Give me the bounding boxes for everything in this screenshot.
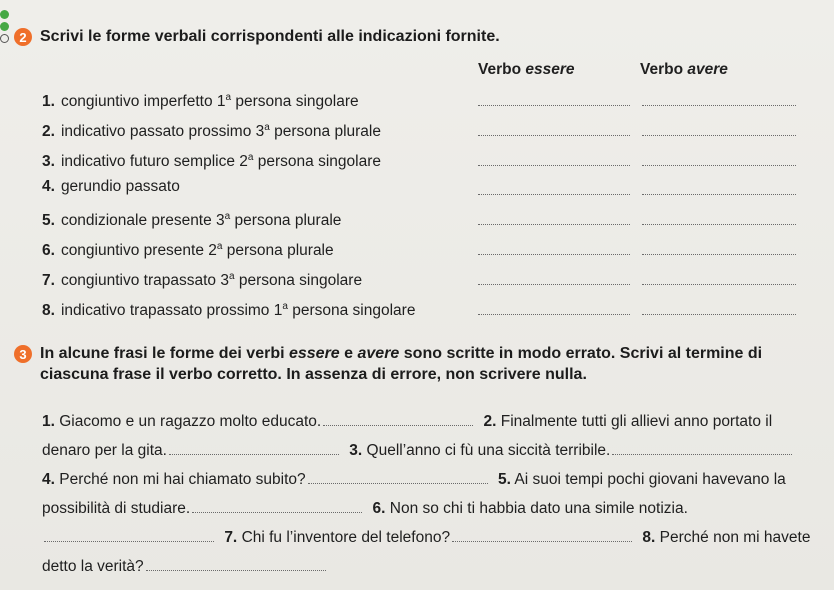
column-header-avere: Verbo avere bbox=[640, 61, 728, 78]
answer-line-6[interactable] bbox=[44, 529, 214, 542]
exercise-2-item: 8. indicativo trapassato prossimo 1$^a$ persona singolare bbox=[42, 296, 812, 318]
answer-line-2[interactable] bbox=[169, 442, 339, 455]
exercise-2-item: 5. condizionale presente 3$^a$ persona plurale bbox=[42, 206, 812, 228]
answer-line-avere[interactable] bbox=[642, 284, 796, 285]
difficulty-indicator bbox=[0, 10, 14, 46]
exercise-3-sentences: 1. Giacomo e un ragazzo molto educato. 2. Finalmente tutti gli allievi anno portato il denaro per la gita. 3. Quell’anno ci fù una siccità terribile. 4. Perché non mi hai chiamato subito? 5. Ai suoi tempi pochi giovani havevano la possibilità di studiare. 6. Non so chi ti habbia dato una simile notizia. 7. Chi fu l’inventore del telefono? 8. Perché non mi havete detto la verità? bbox=[42, 413, 811, 575]
answer-line-avere[interactable] bbox=[642, 254, 796, 255]
answer-line-essere[interactable] bbox=[478, 165, 630, 166]
answer-line-4[interactable] bbox=[308, 471, 488, 484]
difficulty-dot-filled bbox=[0, 10, 9, 19]
exercise-3-badge: 3 bbox=[14, 345, 32, 363]
difficulty-dot-filled bbox=[0, 22, 9, 31]
answer-line-avere[interactable] bbox=[642, 105, 796, 106]
answer-line-essere[interactable] bbox=[478, 254, 630, 255]
answer-line-avere[interactable] bbox=[642, 314, 796, 315]
exercise-3-header bbox=[14, 343, 814, 385]
answer-line-3[interactable] bbox=[612, 442, 792, 455]
sentence-1: Giacomo e un ragazzo molto educato. bbox=[59, 413, 322, 430]
exercise-2-item: 3. indicativo futuro semplice 2$^a$ persona singolare bbox=[42, 147, 812, 169]
sentence-6: Non so chi ti habbia dato una simile notizia. bbox=[389, 500, 688, 517]
sentence-3: Quell’anno ci fù una siccità terribile. bbox=[366, 442, 611, 459]
exercise-2-item: 1. congiuntivo imperfetto 1$^a$ persona singolare bbox=[42, 87, 812, 109]
sentence-7: Chi fu l’inventore del telefono? bbox=[241, 529, 451, 546]
answer-line-essere[interactable] bbox=[478, 135, 630, 136]
sentence-2: Finalmente tutti gli allievi anno portato il denaro per la gita. bbox=[42, 413, 773, 459]
exercise-2-instruction: Scrivi le forme verbali corrispondenti alle indicazioni fornite. bbox=[40, 28, 500, 45]
answer-line-1[interactable] bbox=[323, 413, 473, 426]
difficulty-dot-empty bbox=[0, 34, 9, 43]
answer-line-essere[interactable] bbox=[478, 105, 630, 106]
sentence-4: Perché non mi hai chiamato subito? bbox=[59, 471, 306, 488]
answer-line-essere[interactable] bbox=[478, 194, 630, 195]
answer-line-5[interactable] bbox=[192, 500, 362, 513]
answer-line-8[interactable] bbox=[146, 558, 326, 571]
exercise-2-item: 2. indicativo passato prossimo 3$^a$ persona plurale bbox=[42, 117, 812, 139]
answer-line-avere[interactable] bbox=[642, 194, 796, 195]
answer-line-avere[interactable] bbox=[642, 135, 796, 136]
answer-line-avere[interactable] bbox=[642, 165, 796, 166]
answer-line-7[interactable] bbox=[452, 529, 632, 542]
column-header-essere: Verbo essere bbox=[478, 61, 575, 78]
exercise-2-badge: 2 bbox=[14, 28, 32, 46]
exercise-2-item: 7. congiuntivo trapassato 3$^a$ persona singolare bbox=[42, 266, 812, 288]
exercise-2-header bbox=[14, 26, 500, 47]
sentence-8: Perché non mi havete detto la verità? bbox=[42, 529, 811, 575]
answer-line-essere[interactable] bbox=[478, 284, 630, 285]
exercise-3-instruction: In alcune frasi le forme dei verbi essere e avere sono scritte in modo errato. Scrivi al termine di ciascuna frase il verbo corretto. In assenza di errore, non scrivere nulla. bbox=[40, 345, 763, 383]
exercise-2-item: 6. congiuntivo presente 2$^a$ persona plurale bbox=[42, 236, 812, 258]
exercise-2-item: 4. gerundio passato bbox=[42, 176, 812, 198]
sentence-5: Ai suoi tempi pochi giovani havevano la possibilità di studiare. bbox=[42, 471, 786, 517]
answer-line-essere[interactable] bbox=[478, 224, 630, 225]
answer-line-avere[interactable] bbox=[642, 224, 796, 225]
answer-line-essere[interactable] bbox=[478, 314, 630, 315]
